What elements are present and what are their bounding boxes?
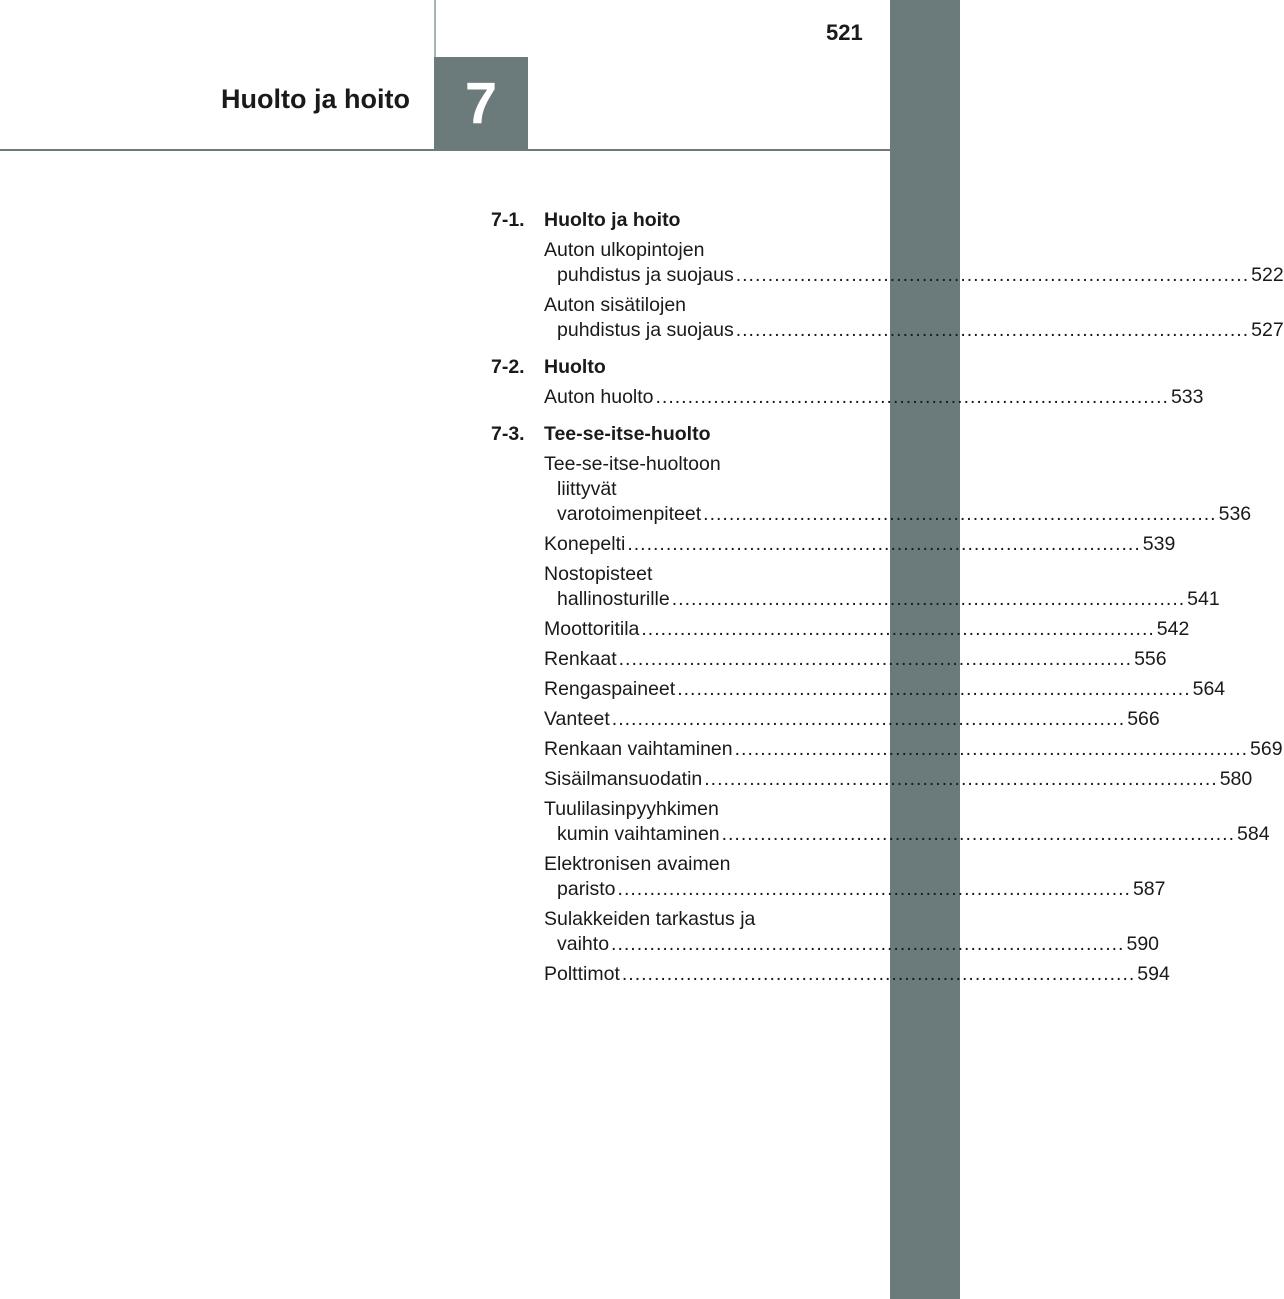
dot-leader: ................................................................................ [734, 738, 1249, 760]
toc-entry-text: Polttimot [544, 963, 620, 985]
toc-entry-text: Renkaat [544, 648, 617, 670]
toc-entry-page: 587 [1132, 878, 1166, 900]
toc-entry[interactable] [544, 962, 1170, 987]
toc-section-number: 7-1. [491, 209, 525, 231]
toc-entry-text: Tuulilasinpyyhkimen [544, 798, 719, 820]
toc-section-number: 7-3. [491, 423, 525, 445]
dot-leader: ................................................................................ [618, 648, 1133, 670]
toc-entry-text: Rengaspaineet [544, 678, 676, 700]
toc-entry-text: paristo [557, 878, 616, 900]
toc-section-number: 7-2. [491, 356, 525, 378]
toc-entry-page: 590 [1126, 933, 1160, 955]
toc-entry-text: Nostopisteet [544, 563, 653, 585]
dot-leader: ................................................................................ [677, 678, 1191, 700]
dot-leader: ................................................................................ [655, 386, 1169, 408]
toc-entry-page: 580 [1219, 768, 1253, 790]
toc-entry[interactable] [544, 852, 1166, 902]
toc-entry[interactable] [544, 617, 1190, 642]
toc-entry[interactable] [544, 293, 1284, 343]
toc-entry-text: hallinosturille [557, 588, 670, 610]
toc-entry-page: 542 [1156, 618, 1190, 640]
toc-entry-text: Konepelti [544, 533, 626, 555]
toc-entry-page: 541 [1187, 588, 1220, 610]
toc-entry[interactable] [544, 238, 1284, 288]
toc-entry-page: 533 [1170, 386, 1204, 408]
toc-entry-text: Renkaan vaihtaminen [544, 738, 733, 760]
dot-leader: ................................................................................ [627, 533, 1141, 555]
toc-entry[interactable] [544, 737, 1283, 762]
dot-leader: ................................................................................ [621, 963, 1136, 985]
toc-entry[interactable] [544, 707, 1160, 732]
toc-entry-page: 569 [1250, 738, 1283, 760]
toc-entry-page: 564 [1192, 678, 1226, 700]
toc-entry-text: puhdistus ja suojaus [557, 319, 734, 341]
toc-entry[interactable] [544, 907, 1160, 957]
toc-entry-text: Auton ulkopintojen [544, 239, 705, 261]
toc-entry[interactable] [544, 452, 1252, 527]
toc-section [491, 422, 1283, 987]
toc-entry-text: Elektronisen avaimen [544, 853, 731, 875]
toc-entry[interactable] [544, 562, 1220, 612]
toc-section-title: Tee-se-itse-huolto [544, 423, 711, 445]
toc-entry-page: 539 [1142, 533, 1176, 555]
dot-leader: ................................................................................ [721, 823, 1236, 845]
dot-leader: ................................................................................ [735, 264, 1250, 286]
toc-entry-text: Auton sisätilojen [544, 294, 687, 316]
toc-section-title: Huolto ja hoito [544, 209, 681, 231]
dot-leader: ................................................................................ [671, 588, 1186, 610]
toc-entry-page: 522 [1251, 264, 1284, 286]
toc-entry-text: varotoimenpiteet [557, 503, 702, 525]
toc-entry[interactable] [544, 677, 1226, 702]
toc-entry-text: kumin vaihtaminen [557, 823, 720, 845]
dot-leader: ................................................................................ [735, 319, 1250, 341]
dot-leader: ................................................................................ [641, 618, 1155, 640]
dot-leader: ................................................................................ [611, 708, 1126, 730]
toc-entry-page: 536 [1218, 503, 1252, 525]
toc-entry-text: Moottoritila [544, 618, 640, 640]
header-divider [434, 0, 436, 57]
page-number: 521 [826, 20, 863, 45]
toc-entry-text: Auton huolto [544, 386, 654, 408]
toc-entry[interactable] [544, 797, 1270, 847]
dot-leader: ................................................................................ [704, 768, 1218, 790]
toc-entry[interactable] [544, 647, 1167, 672]
toc-entry-text: Tee-se-itse-huoltoon [544, 453, 721, 475]
toc-entry-page: 527 [1251, 319, 1284, 341]
toc-entry[interactable] [544, 532, 1176, 557]
toc-entry-page: 556 [1134, 648, 1167, 670]
toc-entry[interactable] [544, 767, 1253, 792]
dot-leader: ................................................................................ [617, 878, 1131, 900]
toc-entry[interactable] [544, 385, 1204, 410]
toc-entry-text: Sulakkeiden tarkastus ja [544, 908, 756, 930]
toc-section [491, 355, 1204, 410]
toc-section-heading[interactable] [491, 422, 831, 446]
dot-leader: ................................................................................ [703, 503, 1217, 525]
chapter-title: Huolto ja hoito [221, 84, 410, 114]
table-of-contents [491, 208, 1284, 999]
toc-entry-text: liittyvät [557, 478, 617, 500]
toc-section [491, 208, 1284, 343]
toc-entry-page: 584 [1237, 823, 1270, 845]
toc-entry-text: Sisäilmansuodatin [544, 768, 703, 790]
toc-entry-page: 594 [1137, 963, 1170, 985]
toc-section-heading[interactable] [491, 208, 831, 232]
toc-entry-text: puhdistus ja suojaus [557, 264, 734, 286]
toc-entry-text: Vanteet [544, 708, 610, 730]
chapter-number-box: 7 [434, 57, 528, 150]
toc-entry-text: vaihto [557, 933, 610, 955]
toc-section-title: Huolto [544, 356, 606, 378]
dot-leader: ................................................................................ [611, 933, 1125, 955]
toc-section-heading[interactable] [491, 355, 831, 379]
toc-entry-page: 566 [1127, 708, 1160, 730]
